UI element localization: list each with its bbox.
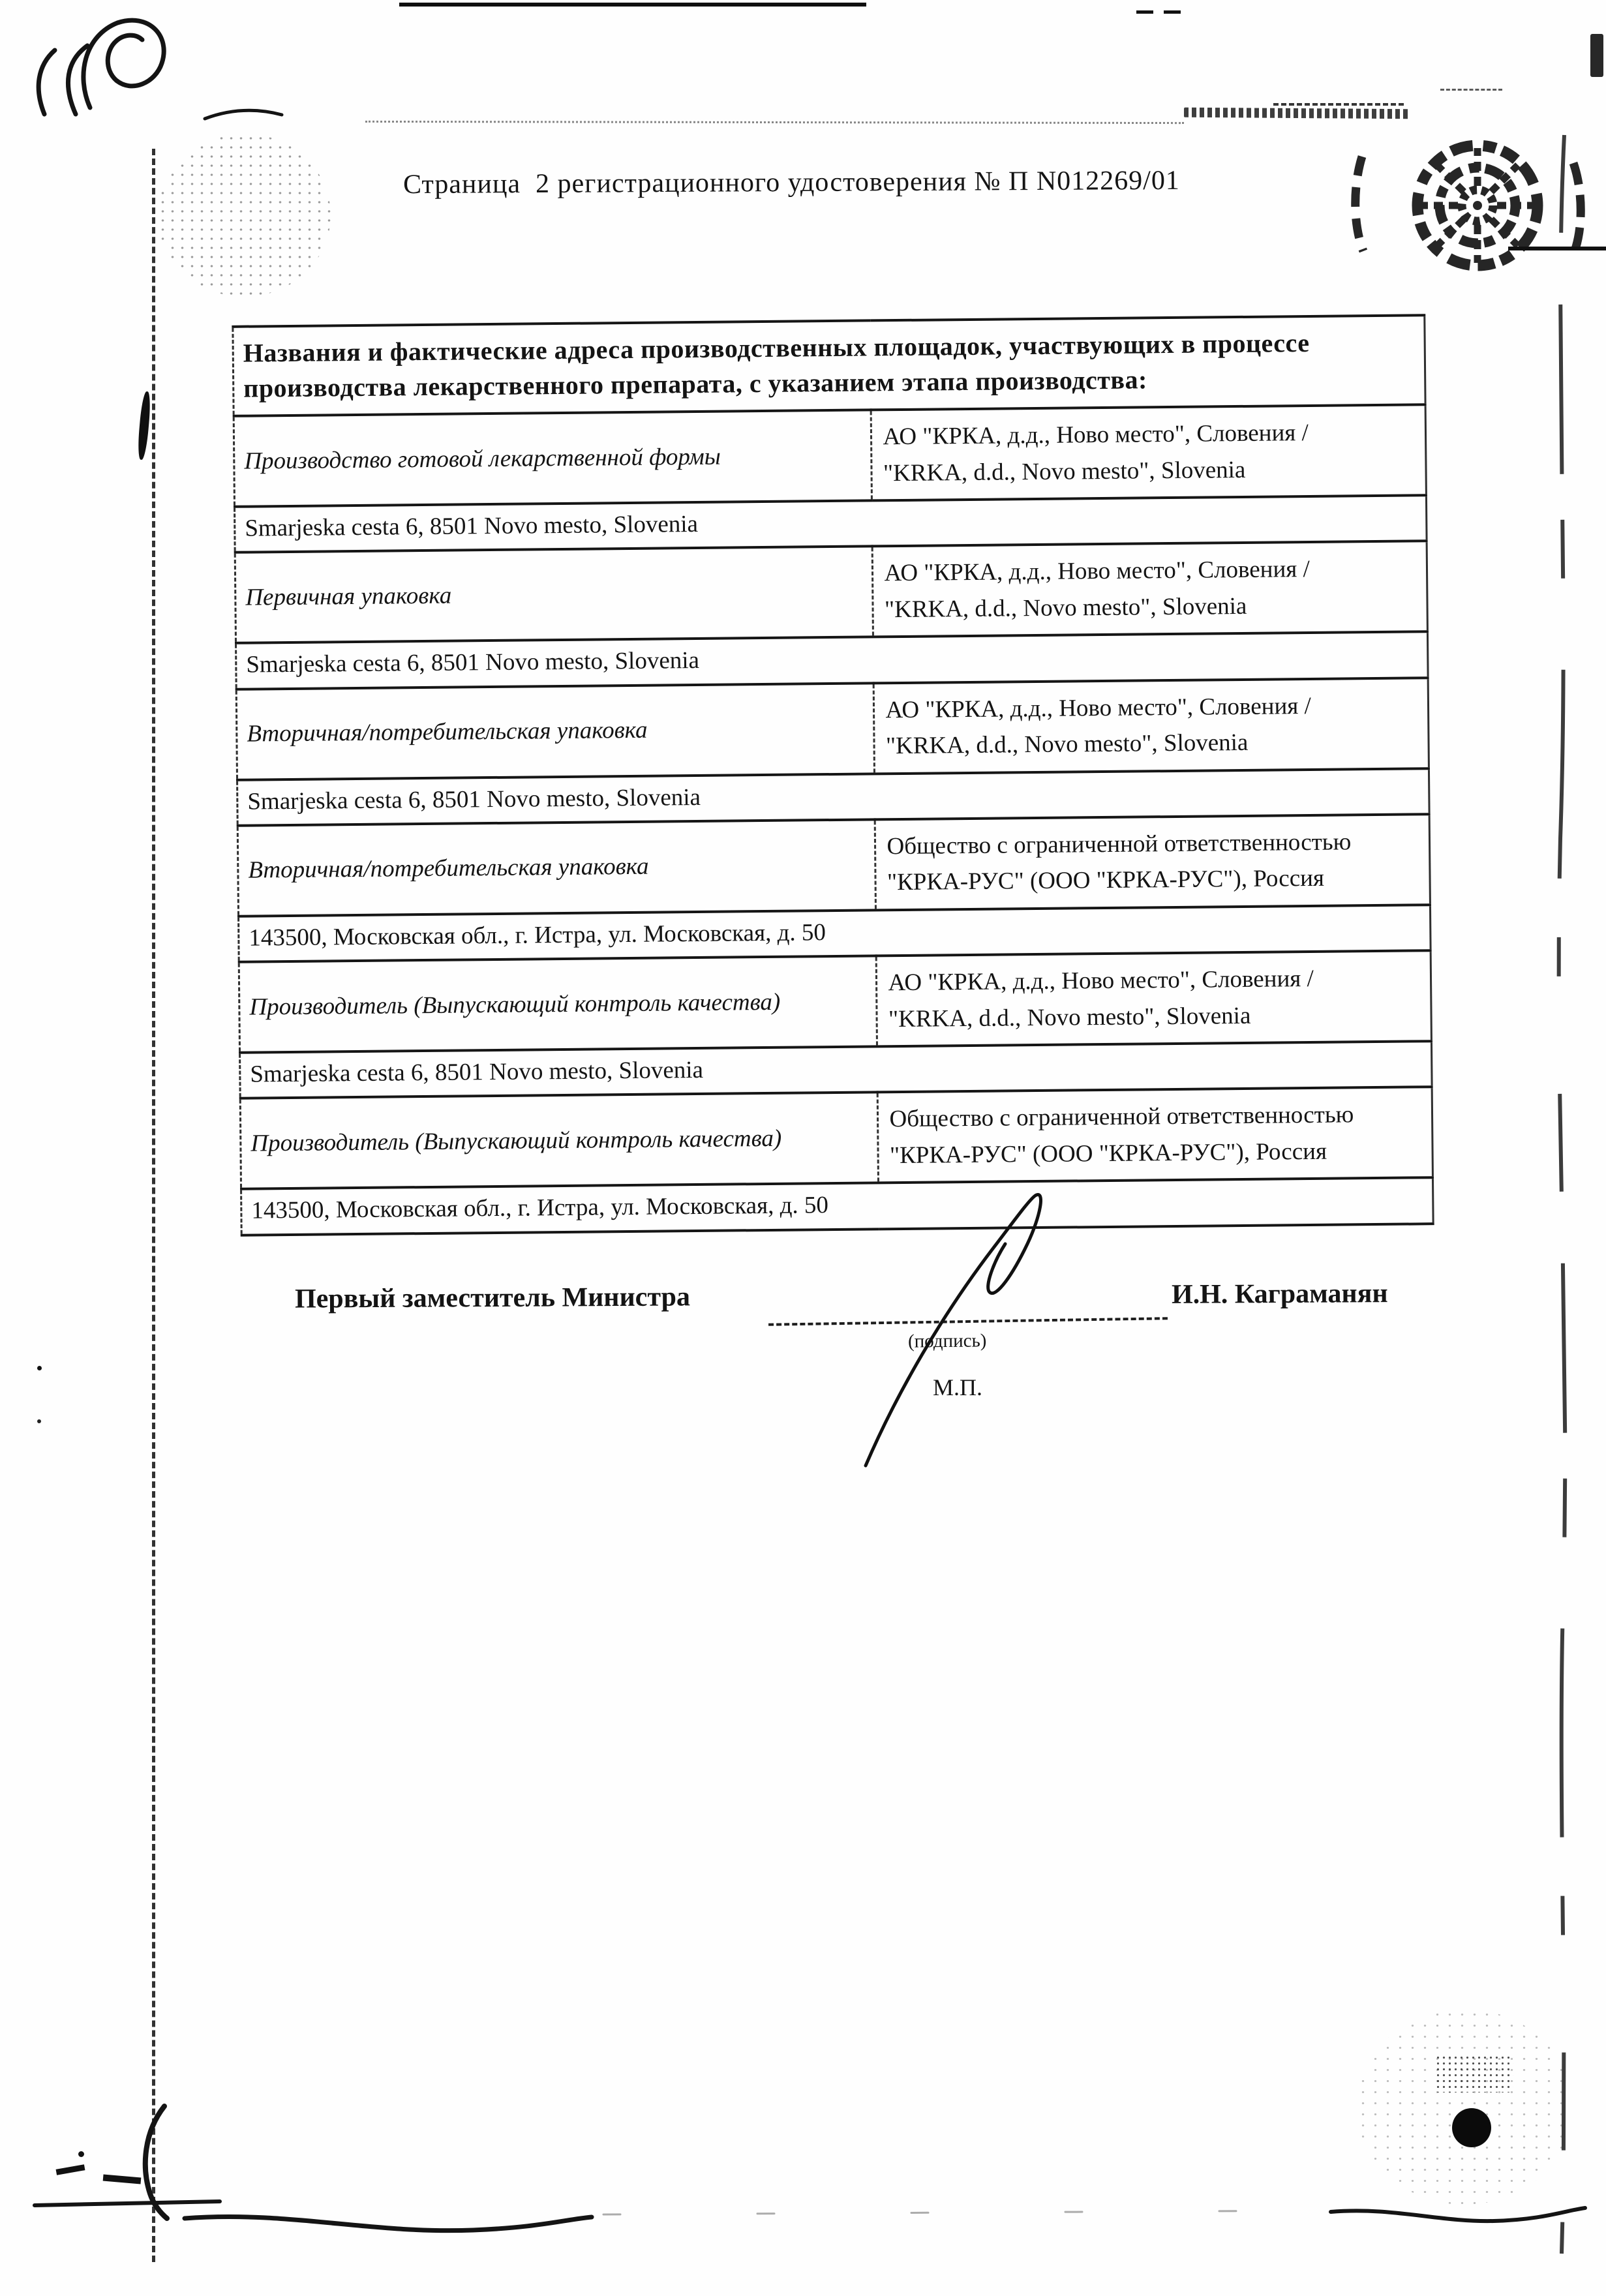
stage-cell: Вторичная/потребительская упаковка — [237, 819, 876, 916]
address-cell: Smarjeska cesta 6, 8501 Novo mesto, Slovenia — [240, 1041, 1432, 1098]
manufacturer-cell: АО "КРКА, д.д., Ново место", Словения / "KRKA, d.d., Novo mesto", Slovenia — [874, 678, 1429, 774]
ink-speck — [37, 1366, 42, 1370]
scan-artifact-tick — [56, 2164, 85, 2175]
left-margin-dashed-line — [152, 149, 155, 2262]
embossed-stamp-left — [158, 134, 331, 297]
scan-artifact-dashed-line — [1440, 89, 1502, 91]
page-title: Страница 2 регистрационного удостоверения № П N012269/01 — [402, 165, 1181, 200]
address-cell: Smarjeska cesta 6, 8501 Novo mesto, Slovenia — [235, 495, 1427, 552]
manufacturer-cell: Общество с ограниченной ответственностью "КРКА-РУС" (ООО "КРКА-РУС"), Россия — [878, 1087, 1433, 1183]
manufacturer-cell: АО "КРКА, д.д., Ново место", Словения / "KRKA, d.d., Novo mesto", Slovenia — [877, 950, 1432, 1046]
scan-artifact-top-line — [399, 3, 866, 7]
table-header: Названия и фактические адреса производственных площадок, участвующих в процессе производства лекарственного препарата, с указанием этапа производства: — [233, 315, 1425, 416]
scan-artifact-right-line — [1508, 247, 1606, 250]
ink-dot — [1452, 2108, 1491, 2147]
signature-caption: (подпись) — [907, 1330, 987, 1352]
ink-speck — [37, 1419, 41, 1423]
handwritten-signature — [825, 1171, 1060, 1471]
faded-stamp-bottom-right — [1357, 2009, 1572, 2205]
table-row — [239, 950, 1431, 1053]
scan-noise-band — [365, 121, 1184, 124]
right-margin-line — [1547, 134, 1580, 2260]
address-cell: Smarjeska cesta 6, 8501 Novo mesto, Slovenia — [236, 632, 1429, 689]
scan-artifact-edge-mark — [1590, 34, 1603, 77]
stage-cell: Производство готовой лекарственной формы — [234, 410, 872, 507]
table-row — [237, 814, 1430, 916]
stage-cell: Производитель (Выпускающий контроль качества) — [239, 956, 877, 1053]
faded-stamp-texture — [1435, 2055, 1513, 2092]
signer-position-title: Первый заместитель Министра — [294, 1282, 691, 1314]
ink-speck — [78, 2151, 84, 2157]
table-header-row — [233, 315, 1425, 416]
scan-artifact-dashed-line — [1273, 103, 1404, 106]
seal-caption: М.П. — [933, 1374, 983, 1400]
address-cell: 143500, Московская обл., г. Истра, ул. Московская, д. 50 — [239, 905, 1431, 962]
stage-cell: Производитель (Выпускающий контроль качества) — [240, 1093, 879, 1189]
address-cell: 143500, Московская обл., г. Истра, ул. Московская, д. 50 — [241, 1178, 1434, 1235]
manufacturer-cell: АО "КРКА, д.д., Ново место", Словения / "KRKA, d.d., Novo mesto", Slovenia — [871, 404, 1427, 500]
signer-name: И.Н. Каграманян — [1171, 1278, 1388, 1310]
table-row — [236, 678, 1429, 780]
manufacturer-cell: Общество с ограниченной ответственностью "КРКА-РУС" (ООО "КРКА-РУС"), Россия — [875, 814, 1431, 910]
table-row — [234, 404, 1426, 507]
stage-cell: Вторичная/потребительская упаковка — [236, 683, 875, 779]
ink-blob — [136, 391, 151, 461]
handwritten-mark — [33, 10, 189, 124]
scan-artifact-top-dashes — [1136, 10, 1183, 14]
table-row — [235, 541, 1427, 644]
stage-cell: Первичная упаковка — [235, 547, 873, 643]
bottom-scan-lines — [29, 2188, 1588, 2241]
address-cell: Smarjeska cesta 6, 8501 Novo mesto, Slovenia — [237, 768, 1430, 826]
scan-artifact-arc — [202, 103, 287, 123]
production-sites-table — [232, 314, 1434, 1236]
manufacturer-cell: АО "КРКА, д.д., Ново место", Словения / "KRKA, d.d., Novo mesto", Slovenia — [873, 541, 1428, 637]
